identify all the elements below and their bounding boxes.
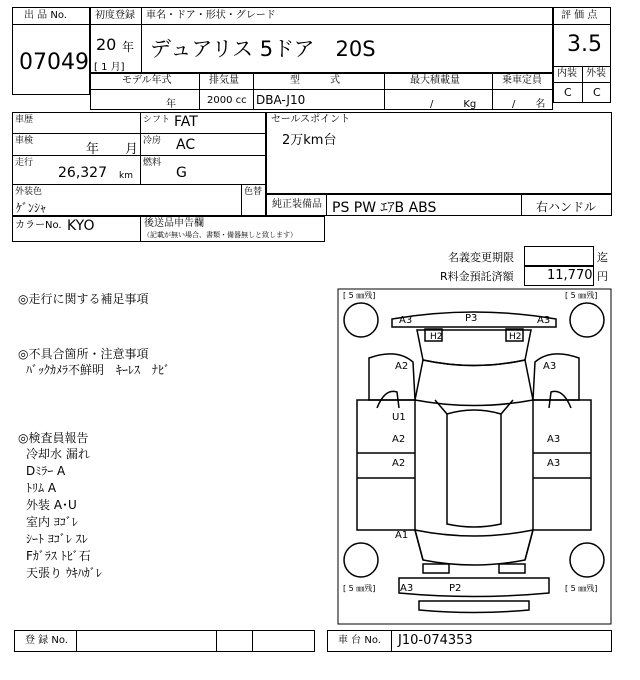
displacement-label: 排気量 [209,75,239,86]
inspector-line: ﾄﾘﾑ A [26,481,57,495]
damage-mark: A2 [392,434,406,445]
shift: FAT [174,114,198,130]
inspection: 年 月 [86,142,139,157]
capacity-label: 乗車定員 [502,75,542,86]
damage-mark: H2 [509,332,522,342]
damage-mark: A3 [547,434,561,445]
inspector-line: 冷却水 漏れ [26,447,90,461]
exterior-grade-label: 外装 [586,68,606,79]
tire-rear-left [344,543,378,577]
car-damage-diagram [337,288,612,625]
tire-front-right [570,303,604,337]
history-label: 車歴 [15,115,34,125]
recycle-fee-unit: 円 [597,270,608,283]
retrofit-label: 後送品申告欄 [144,218,204,229]
overall-grade: 3.5 [567,32,602,57]
name-change-unit: 迄 [597,251,608,264]
details-box [12,112,266,216]
lot-number: 07049 [19,50,89,75]
chassis-no-label: 車 台 No. [338,635,381,646]
equipment: PS PW ｴｱB ABS [332,200,437,216]
tire-rear-right [570,543,604,577]
sales-point: 2万km台 [282,133,337,148]
driving-notes-title: ◎走行に関する補足事項 [18,292,149,306]
interior-grade: C [564,86,572,99]
mileage-unit: km [119,171,133,181]
inspector-line: 室内 ﾖｺﾞﾚ [26,515,78,529]
model-type: DBA-J10 [256,93,306,107]
tire-label: [ 5 ㎜残] [343,584,376,593]
side-right [533,400,591,530]
inspector-line: 外装 A･U [26,498,77,512]
inspector-line: Fｶﾞﾗｽ ﾄﾋﾞ石 [26,549,91,563]
name-change-label: 名義変更期限 [448,251,514,264]
tire-front-left [344,303,378,337]
model-type-label: 型 式 [290,75,340,86]
damage-mark: U1 [392,412,406,423]
model-year-unit: 年 [166,99,176,110]
shift-label: シフト [143,115,171,125]
roof [447,410,501,527]
max-load-label: 最大積載量 [410,75,460,86]
car-name: デュアリス 5ドア 20S [150,37,376,61]
fuel-label: 燃料 [143,158,162,168]
damage-mark: A3 [399,315,413,326]
damage-mark: A1 [395,530,409,541]
tire-label: [ 5 ㎜残] [343,291,376,300]
damage-mark: A2 [395,361,409,372]
tail-light-right [499,564,525,573]
first-registration-month: [ 1 月] [94,62,125,73]
car-name-label: 車名・ドア・形状・グレード [146,10,276,21]
chassis-no: J10-074353 [398,633,473,648]
inspector-line: Dﾐﾗｰ A [26,464,66,478]
color: ｹﾞﾝｼｬ [16,201,47,215]
mileage: 26,327 [58,165,107,181]
steering: 右ハンドル [536,200,597,214]
color-no-label: カラーNo. [15,220,62,231]
tire-label: [ 5 ㎜残] [565,291,598,300]
inspector-line: ｼｰﾄ ﾖｺﾞﾚ ｽﾚ [26,532,88,546]
retrofit-note: （記載が無い場合、書類・備器無しと致します） [143,231,297,239]
inspection-label: 車検 [15,136,34,146]
max-load: / Kg [430,99,477,110]
interior-grade-label: 内装 [557,68,577,79]
inspector-report [26,446,176,582]
damage-mark: A3 [543,361,557,372]
registration-no-label: 登 録 No. [25,635,68,646]
tire-label: [ 5 ㎜残] [565,584,598,593]
fuel: G [176,165,187,181]
first-registration-label: 初度登録 [95,10,135,21]
defects-title: ◎不具合箇所・注意事項 [18,347,149,361]
model-year-label: モデル年式 [122,75,172,86]
first-registration-year: 20 [96,35,117,54]
rear-bumper [399,578,549,597]
damage-mark: A3 [537,315,551,326]
inspector-title: ◎検査員報告 [18,431,89,445]
year-unit: 年 [122,40,135,54]
capacity: / 名 [512,99,546,110]
recycle-fee-label: R料金預託済額 [440,270,514,283]
defects: ﾊﾞｯｸｶﾒﾗ不鮮明 ｷｰﾚｽ ﾅﾋﾞ [26,363,171,377]
lot-number-label: 出 品 No. [24,10,67,21]
sales-point-label: セールスポイント [271,114,351,125]
damage-mark: A2 [392,458,406,469]
damage-mark: A3 [400,583,414,594]
mileage-label: 走行 [15,158,34,168]
tail-light-left [423,564,449,573]
name-change-box [524,246,594,266]
color-no: KYO [67,218,95,234]
color-change-label: 色替 [244,187,263,197]
displacement: 2000 cc [207,95,247,106]
inspector-line: 天張り ｳｷﾊｶﾞﾚ [26,566,102,580]
equipment-label: 純正装備品 [272,199,322,210]
color-label: 外装色 [15,187,43,197]
damage-mark: A3 [547,458,561,469]
recycle-fee: 11,770 [547,268,593,283]
aircon-label: 冷房 [143,136,162,146]
damage-mark: P2 [449,583,462,594]
damage-mark: H2 [430,332,443,342]
side-left [357,400,415,530]
damage-mark: P3 [465,313,478,324]
grade-label: 評 価 点 [561,10,598,21]
exterior-grade: C [593,86,601,99]
aircon: AC [176,137,196,153]
